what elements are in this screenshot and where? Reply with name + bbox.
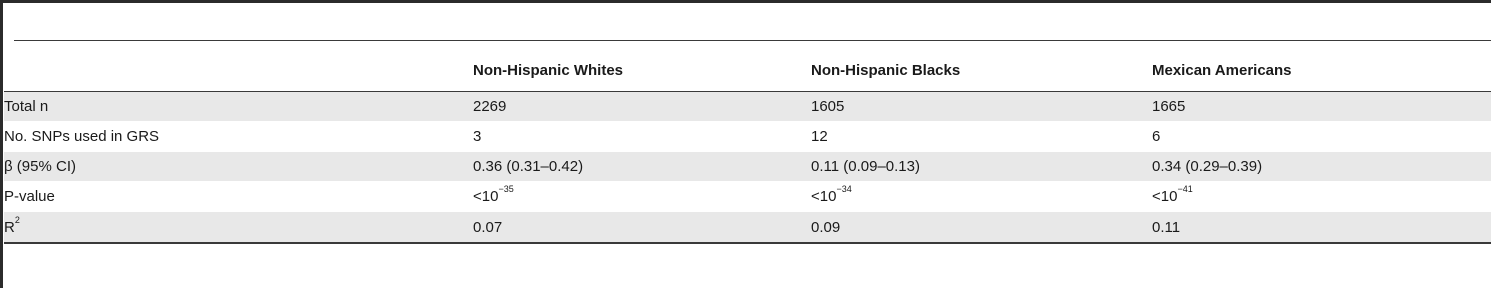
row-label-beta: β (95% CI): [4, 152, 473, 182]
header-blank: [4, 49, 473, 92]
p-value-base: <10: [1152, 188, 1178, 205]
cell-r2-whites: 0.07: [473, 212, 811, 244]
cell-total-n-blacks: 1605: [811, 92, 1152, 122]
cell-r2-mexican: 0.11: [1152, 212, 1491, 244]
p-value-exponent: −34: [836, 184, 852, 194]
cell-beta-blacks: 0.11 (0.09–0.13): [811, 152, 1152, 182]
r-squared-superscript: 2: [14, 214, 20, 225]
row-label-total-n: Total n: [4, 92, 473, 122]
cell-snps-blacks: 12: [811, 122, 1152, 152]
cell-r2-blacks: 0.09: [811, 212, 1152, 244]
header-non-hispanic-blacks: Non-Hispanic Blacks: [811, 49, 1152, 92]
header-non-hispanic-whites: Non-Hispanic Whites: [473, 49, 811, 92]
r-squared-base: R: [4, 218, 15, 236]
table-top-rule: [14, 40, 1491, 41]
results-table: [4, 49, 1491, 244]
cell-p-whites: [473, 182, 811, 212]
cell-total-n-whites: 2269: [473, 92, 811, 122]
cell-beta-mexican: 0.34 (0.29–0.39): [1152, 152, 1491, 182]
header-mexican-americans: Mexican Americans: [1152, 49, 1491, 92]
table-header-row: [4, 49, 1491, 92]
p-value-exponent: −35: [498, 184, 514, 194]
table-row: [4, 182, 1491, 212]
cell-p-mexican: [1152, 182, 1491, 212]
cell-total-n-mexican: 1665: [1152, 92, 1491, 122]
table-row: [4, 92, 1491, 122]
table-row: [4, 212, 1491, 244]
row-label-no-snps: No. SNPs used in GRS: [4, 122, 473, 152]
cell-beta-whites: 0.36 (0.31–0.42): [473, 152, 811, 182]
p-value-base: <10: [811, 188, 837, 205]
table-row: [4, 152, 1491, 182]
cell-snps-whites: 3: [473, 122, 811, 152]
cell-snps-mexican: 6: [1152, 122, 1491, 152]
p-value-base: <10: [473, 188, 499, 205]
row-label-p-value: P-value: [4, 182, 473, 212]
p-value-exponent: −41: [1177, 184, 1193, 194]
cell-p-blacks: [811, 182, 1152, 212]
table-row: [4, 122, 1491, 152]
row-label-r-squared: [4, 212, 473, 244]
